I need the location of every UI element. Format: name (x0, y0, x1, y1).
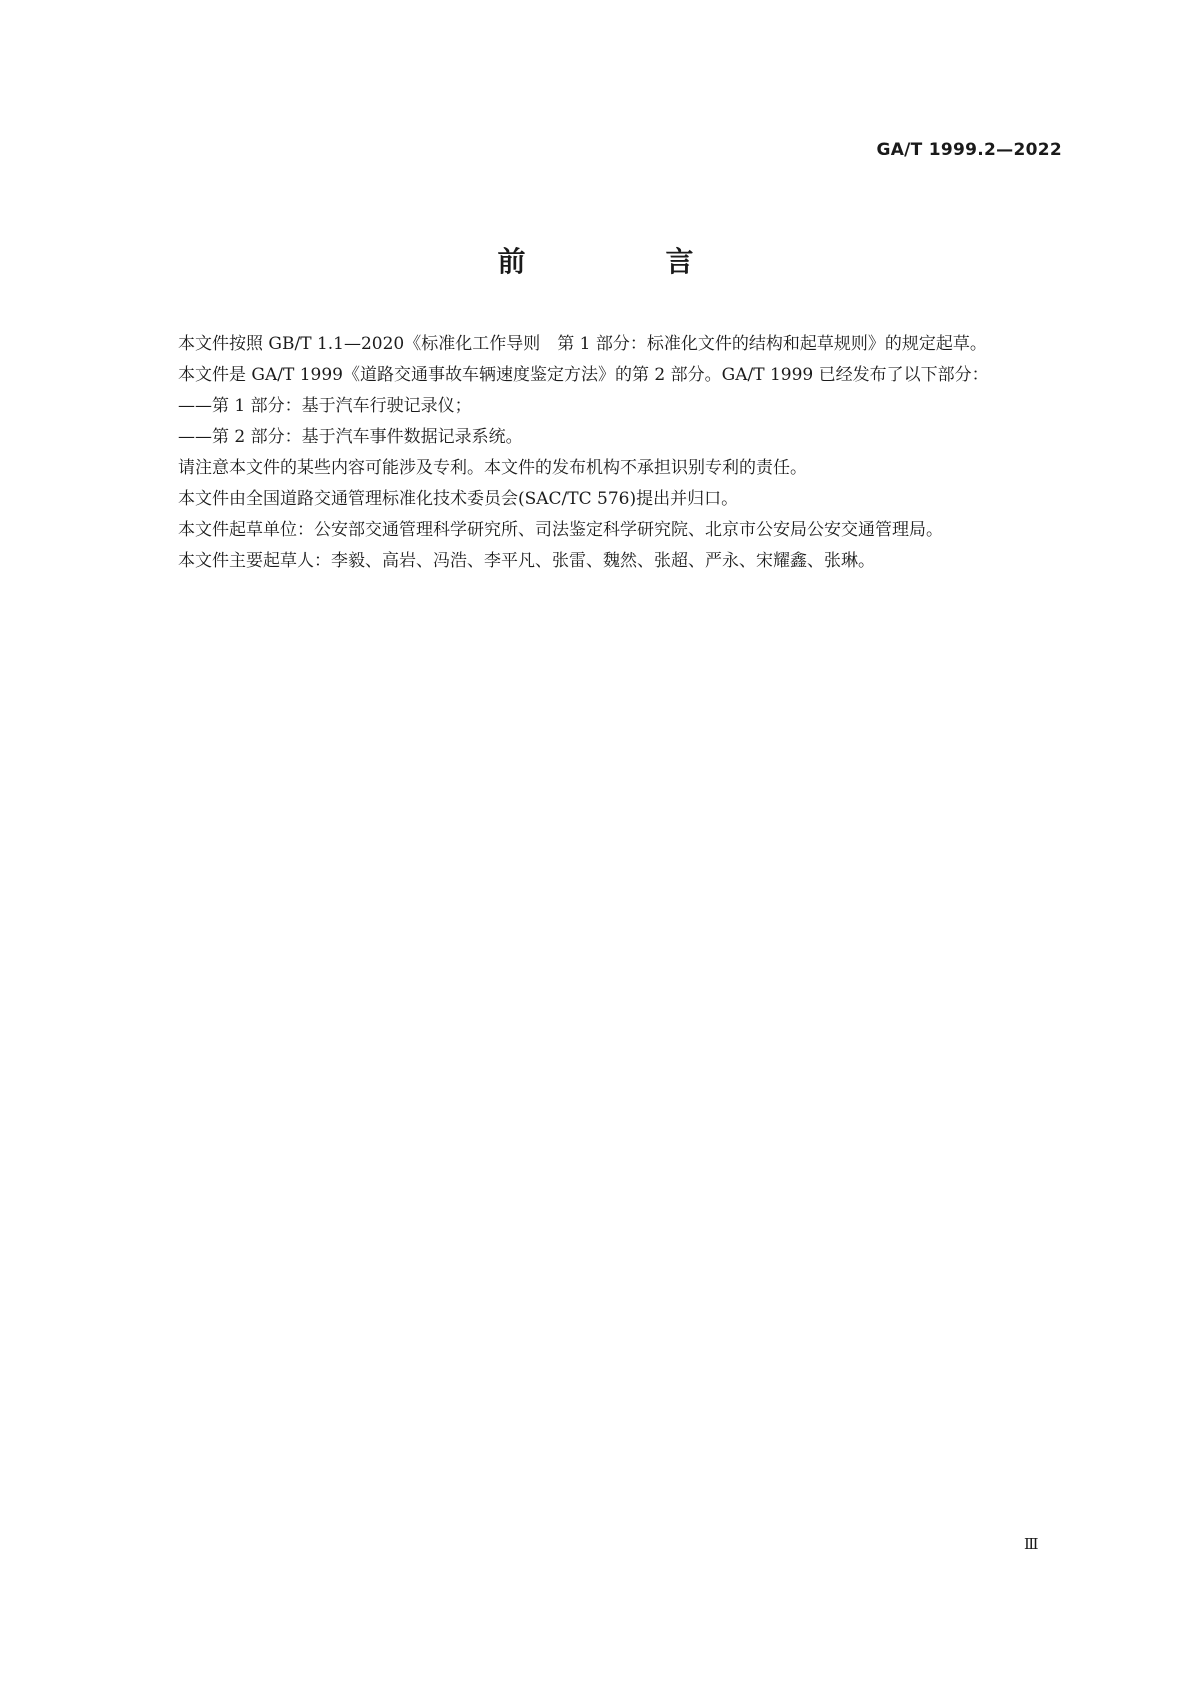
list-item-part-2: ——第 2 部分：基于汽车事件数据记录系统。 (178, 427, 523, 447)
paragraph-drafting-rule: 本文件按照 GB/T 1.1—2020《标准化工作导则 第 1 部分：标准化文件的结构和起草规则》的规定起草。 (178, 334, 987, 354)
paragraph-drafters: 本文件主要起草人：李毅、高岩、冯浩、李平凡、张雷、魏然、张超、严永、宋耀鑫、张琳。 (178, 551, 875, 571)
page-number: Ⅲ (1024, 1535, 1039, 1553)
paragraph-drafting-units: 本文件起草单位：公安部交通管理科学研究所、司法鉴定科学研究院、北京市公安局公安交通管理局。 (178, 520, 943, 540)
foreword-body (144, 330, 1062, 578)
standard-code: GA/T 1999.2—2022 (876, 140, 1062, 160)
section-title: 前 言 (497, 245, 750, 278)
paragraph-patent-notice: 请注意本文件的某些内容可能涉及专利。本文件的发布机构不承担识别专利的责任。 (178, 458, 807, 478)
paragraph-series-parts: 本文件是 GA/T 1999《道路交通事故车辆速度鉴定方法》的第 2 部分。GA/T 1999 已经发布了以下部分： (178, 365, 989, 385)
list-item-part-1: ——第 1 部分：基于汽车行驶记录仪； (178, 396, 472, 416)
paragraph-proposer: 本文件由全国道路交通管理标准化技术委员会(SAC/TC 576)提出并归口。 (178, 489, 739, 509)
